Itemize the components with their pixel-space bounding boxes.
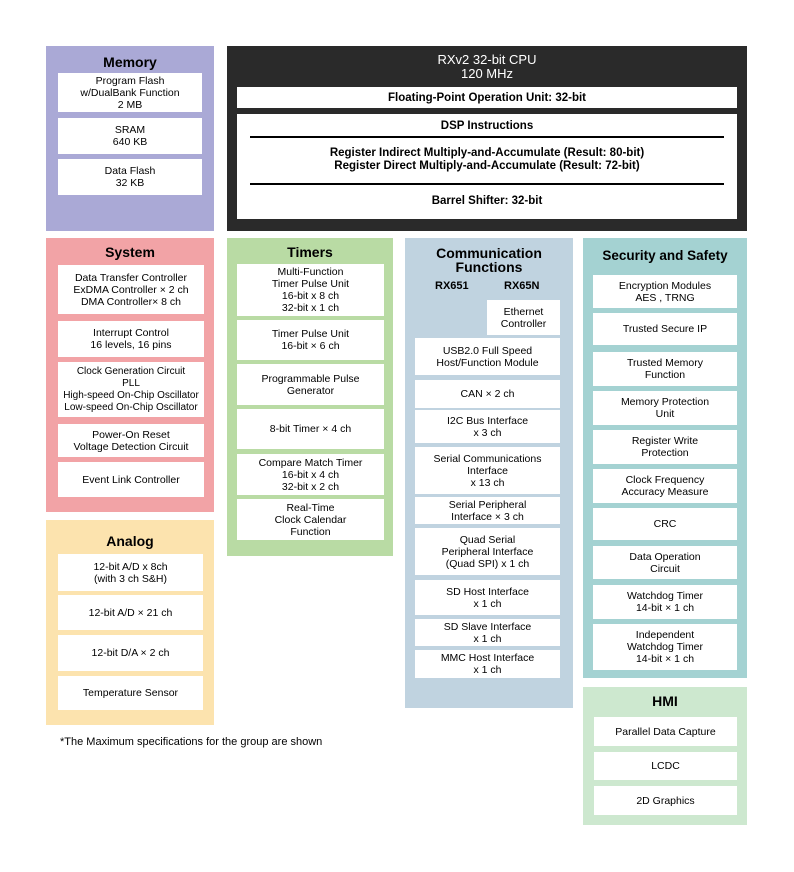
line: Memory Protection <box>620 396 710 408</box>
system-item <box>58 462 204 497</box>
comm-item <box>415 619 560 646</box>
analog-block <box>46 520 214 725</box>
line: USB2.0 Full Speed <box>442 344 533 357</box>
line: Program Flash <box>95 74 165 87</box>
line: 32 KB <box>115 177 145 189</box>
line: Timer Pulse Unit <box>271 328 350 340</box>
line: Multi-Function <box>277 266 344 278</box>
dsp-divider-bottom <box>250 183 724 185</box>
comm-block <box>405 238 573 708</box>
security-item <box>593 391 737 425</box>
timers-item <box>237 264 384 316</box>
cpu-speed: 120 MHz <box>460 66 514 81</box>
timers-item <box>237 320 384 360</box>
line: x 1 ch <box>473 664 502 676</box>
security-item <box>593 546 737 579</box>
line: 32-bit x 2 ch <box>281 480 340 493</box>
security-item <box>593 430 737 464</box>
analog-title: Analog <box>106 533 154 549</box>
timers-block <box>227 238 393 556</box>
hmi-item <box>594 717 737 746</box>
system-item <box>58 321 204 357</box>
comm-item <box>415 497 560 524</box>
line: Clock Calendar <box>274 513 347 526</box>
line: Low-speed On-Chip Oscillator <box>64 401 198 413</box>
memory-item <box>58 159 202 195</box>
line: Power-On Reset <box>92 428 170 441</box>
security-title: Security and Safety <box>602 248 728 263</box>
security-block <box>583 238 747 678</box>
hmi-item <box>594 752 737 780</box>
line: x 13 ch <box>470 476 505 489</box>
security-item <box>593 352 737 386</box>
line: 16-bit x 4 ch <box>281 468 340 481</box>
line: Parallel Data Capture <box>615 725 716 738</box>
fpu-box: Floating-Point Operation Unit: 32-bit <box>237 87 737 108</box>
comm-item <box>415 580 560 615</box>
line: 2D Graphics <box>636 794 695 807</box>
line: AES , TRNG <box>635 291 695 304</box>
comm-item <box>415 410 560 443</box>
timers-item <box>237 364 384 405</box>
system-block <box>46 238 214 512</box>
line: Peripheral Interface <box>441 545 534 558</box>
timers-item <box>237 409 384 449</box>
system-item <box>58 362 204 417</box>
line: Clock Generation Circuit <box>76 365 186 377</box>
analog-item <box>58 635 203 671</box>
line: Register Write <box>631 435 699 447</box>
comm-item <box>415 447 560 494</box>
memory-title: Memory <box>103 54 157 70</box>
line: Timer Pulse Unit <box>271 278 350 290</box>
line: SD Host Interface <box>446 585 529 598</box>
system-title: System <box>105 244 155 260</box>
line: CAN × 2 ch <box>460 388 515 400</box>
comm-item <box>415 528 560 575</box>
line: High-speed On-Chip Oscillator <box>63 389 199 401</box>
security-item <box>593 624 737 670</box>
line: w/DualBank Function <box>80 86 180 99</box>
comm-title-line2: Functions <box>455 259 523 275</box>
line: 12-bit A/D x 8ch <box>93 560 168 573</box>
dsp-title: DSP Instructions <box>440 120 534 132</box>
line: 16 levels, 16 pins <box>90 339 172 351</box>
hmi-block <box>583 687 747 825</box>
comm-col-rx65n: RX65N <box>504 280 540 292</box>
line: ExDMA Controller × 2 ch <box>73 283 189 296</box>
dsp-line1: Register Indirect Multiply-and-Accumulate (Result: 80-bit) <box>329 147 645 159</box>
line: Serial Peripheral <box>448 498 527 511</box>
line: Data Flash <box>104 165 156 177</box>
timers-item <box>237 499 384 540</box>
line: 32-bit x 1 ch <box>281 302 340 314</box>
hmi-title: HMI <box>652 693 678 709</box>
line: SD Slave Interface <box>443 620 532 633</box>
line: SRAM <box>114 124 146 136</box>
line: 640 KB <box>112 136 148 148</box>
barrel-shifter: Barrel Shifter: 32-bit <box>431 195 543 207</box>
line: x 1 ch <box>473 597 502 610</box>
dsp-divider-top <box>250 136 724 138</box>
line: I2C Bus Interface <box>446 414 529 427</box>
line: 2 MB <box>117 98 143 111</box>
footnote: *The Maximum specifications for the group are shown <box>60 736 323 748</box>
line: Voltage Detection Circuit <box>73 440 189 453</box>
line: 8-bit Timer × 4 ch <box>269 423 352 435</box>
line: Data Transfer Controller <box>74 271 188 284</box>
line: Real-Time <box>286 501 335 514</box>
comm-item <box>415 338 560 375</box>
timers-title: Timers <box>287 244 333 260</box>
system-item <box>58 265 204 314</box>
line: Host/Function Module <box>436 356 539 369</box>
line: Generator <box>286 384 335 397</box>
comm-item <box>415 380 560 408</box>
timers-item <box>237 454 384 495</box>
line: Accuracy Measure <box>621 486 709 498</box>
line: x 1 ch <box>473 632 502 645</box>
line: Quad Serial <box>459 533 516 546</box>
line: Temperature Sensor <box>82 687 179 699</box>
memory-item <box>58 73 202 112</box>
line: Interrupt Control <box>93 327 169 339</box>
dsp-line2: Register Direct Multiply-and-Accumulate (Result: 72-bit) <box>334 160 640 172</box>
line: Event Link Controller <box>82 473 180 486</box>
line: Interface <box>467 464 508 477</box>
security-item <box>593 585 737 619</box>
line: Programmable Pulse <box>261 372 360 385</box>
security-item <box>593 313 737 345</box>
security-item <box>593 508 737 540</box>
analog-item <box>58 554 203 591</box>
line: Encryption Modules <box>618 279 712 292</box>
comm-title-line1: Communication <box>436 245 542 261</box>
line: 12-bit A/D × 21 ch <box>88 606 173 619</box>
analog-item <box>58 676 203 710</box>
line: 16-bit × 6 ch <box>281 340 340 352</box>
security-item <box>593 275 737 308</box>
comm-col-rx651: RX651 <box>435 280 469 292</box>
line: Circuit <box>650 562 680 575</box>
line: MMC Host Interface <box>440 652 535 664</box>
line: DMA Controller× 8 ch <box>80 295 182 308</box>
line: Serial Communications <box>433 452 542 465</box>
line: Watchdog Timer <box>626 641 704 653</box>
line: Watchdog Timer <box>626 590 704 602</box>
line: Data Operation <box>629 550 701 563</box>
line: (Quad SPI) x 1 ch <box>445 557 530 570</box>
cpu-block <box>227 46 747 231</box>
line: Independent <box>635 629 695 641</box>
line: CRC <box>653 518 677 530</box>
line: LCDC <box>651 760 680 772</box>
system-item <box>58 424 204 457</box>
ethernet-controller <box>487 300 560 335</box>
comm-item <box>415 650 560 678</box>
hmi-item <box>594 786 737 815</box>
dsp-box <box>237 114 737 219</box>
line: 14-bit × 1 ch <box>635 602 695 614</box>
line: 16-bit x 8 ch <box>281 290 340 302</box>
line: Trusted Memory <box>626 357 704 369</box>
line: Clock Frequency <box>625 474 705 486</box>
line: (with 3 ch S&H) <box>94 572 167 585</box>
line: Function <box>644 369 686 381</box>
line: 14-bit × 1 ch <box>635 653 695 665</box>
line: Interface × 3 ch <box>451 510 524 523</box>
cpu-title: RXv2 32-bit CPU <box>437 52 537 67</box>
line: PLL <box>122 377 140 389</box>
line: Trusted Secure IP <box>622 323 708 335</box>
line: Ethernet <box>503 305 544 318</box>
line: 12-bit D/A × 2 ch <box>91 647 170 659</box>
line: Protection <box>641 447 689 459</box>
memory-block <box>46 46 214 231</box>
line: Controller <box>500 317 547 330</box>
analog-item <box>58 595 203 630</box>
line: x 3 ch <box>473 426 502 439</box>
line: Compare Match Timer <box>258 456 363 469</box>
memory-item <box>58 118 202 154</box>
line: Unit <box>655 408 675 420</box>
line: Function <box>290 525 331 538</box>
security-item <box>593 469 737 503</box>
